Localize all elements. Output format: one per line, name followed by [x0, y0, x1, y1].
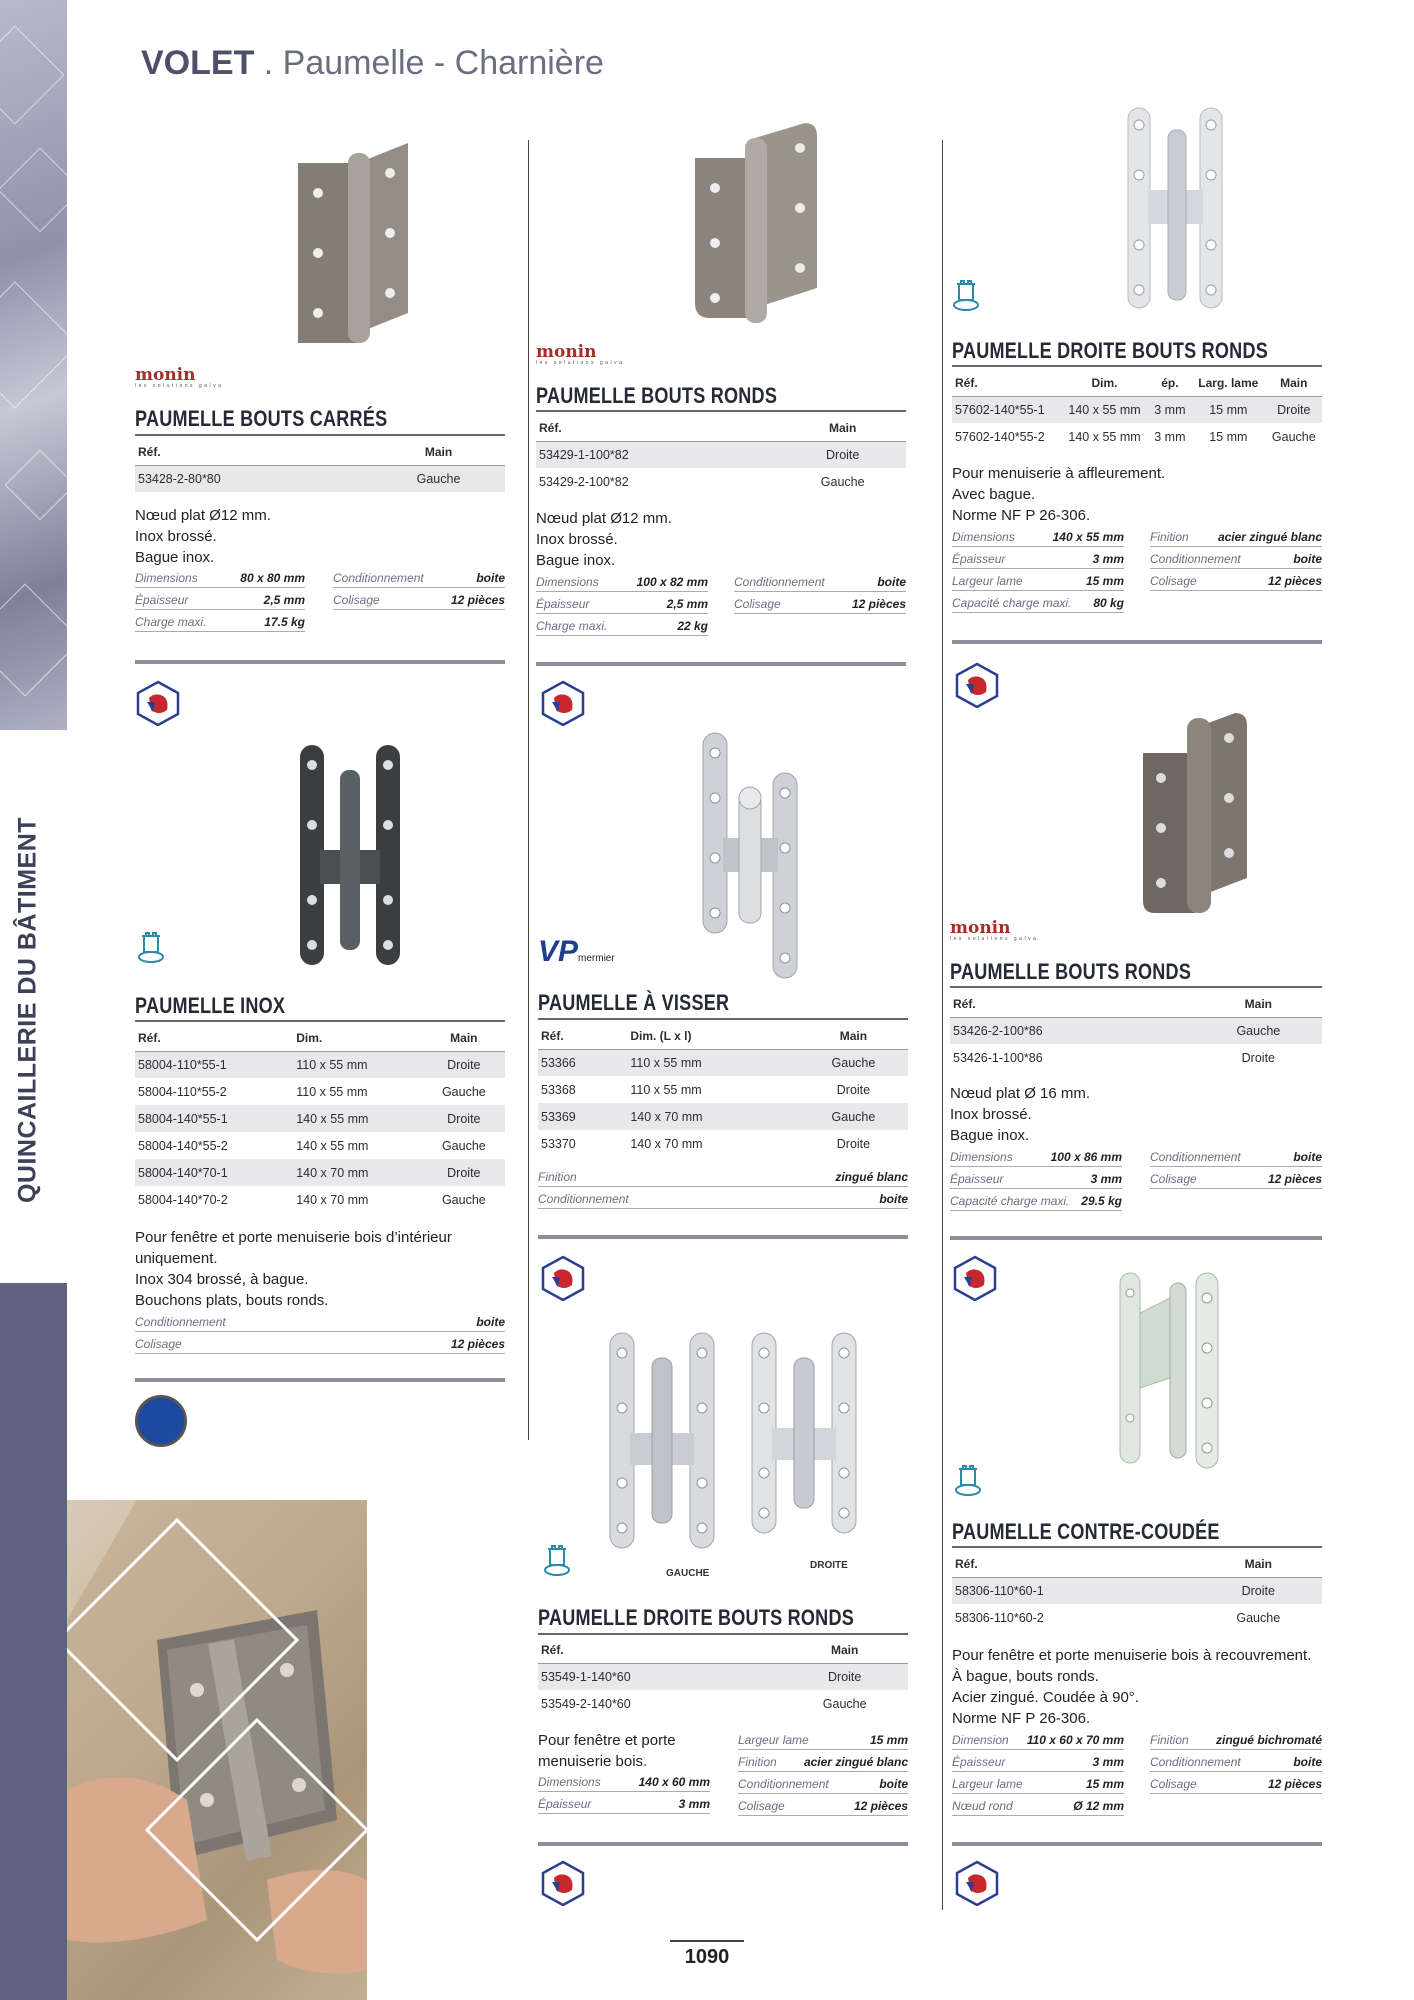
brand-logo-vp-mermier: VPmermier: [538, 935, 615, 968]
made-in-france-icon: [540, 680, 586, 726]
column-divider: [528, 140, 529, 1440]
caption-left: GAUCHE: [666, 1568, 710, 1579]
product-image-hinge-offset: [1100, 1265, 1240, 1480]
title-rule: [952, 1546, 1322, 1548]
product-title: PAUMELLE DROITE BOUTS RONDS: [952, 338, 1269, 363]
product-description: Nœud plat Ø12 mm. Inox brossé. Bague inox.: [135, 507, 271, 566]
spec-list: Finition zingué bichromaté Conditionnement boite Colisage 12 pièces: [1150, 1728, 1322, 1794]
brand-logo-tower-icon: [952, 280, 980, 312]
section-rule: [536, 662, 906, 666]
product-description: Nœud plat Ø12 mm. Inox brossé. Bague inox.: [536, 510, 672, 569]
caption-right: DROITE: [810, 1560, 848, 1571]
brand-logo-tower-icon: [137, 932, 165, 964]
made-in-france-icon: [954, 662, 1000, 708]
product-image-hinge-h-zinc: [1110, 100, 1240, 320]
spec-list: Conditionnement boite Colisage 12 pièces: [135, 1310, 505, 1354]
made-in-france-icon: [952, 1255, 998, 1301]
made-in-france-icon: [954, 1860, 1000, 1906]
spec-list: Finition zingué blanc Conditionnement boite: [538, 1165, 908, 1209]
product-table: Réf. Main 53429-1-100*82 Droite 53429-2-100*82 Gauche: [536, 416, 906, 495]
product-title: PAUMELLE DROITE BOUTS RONDS: [538, 1605, 855, 1630]
spec-list: Conditionnement boite Colisage 12 pièces: [333, 566, 505, 610]
title-rule: [536, 410, 906, 412]
product-image-hinge-round-large: [1130, 700, 1260, 920]
brand-logo-tower-icon: [954, 1465, 982, 1497]
spec-list: Finition acier zingué blanc Conditionnement boite Colisage 12 pièces: [1150, 525, 1322, 591]
product-image-hinge-round: [680, 115, 830, 335]
spec-list: Dimension 110 x 60 x 70 mm Épaisseur 3 mm Largeur lame 15 mm Nœud rond Ø 12 mm: [952, 1728, 1124, 1816]
section-rule: [538, 1842, 908, 1846]
product-title: PAUMELLE BOUTS RONDS: [536, 383, 778, 408]
spec-list: Dimensions 80 x 80 mm Épaisseur 2,5 mm Charge maxi. 17.5 kg: [135, 566, 305, 632]
section-rule: [135, 1378, 505, 1382]
made-in-france-icon: [540, 1255, 586, 1301]
spec-list: Dimensions 140 x 60 mm Épaisseur 3 mm: [538, 1770, 710, 1814]
product-table: Réf. Main 53549-1-140*60 Droite 53549-2-140*60 Gauche: [538, 1638, 908, 1717]
product-table: Réf. Main 53428-2-80*80 Gauche: [135, 440, 505, 492]
brand-logo-monin: monin les solutions galva: [950, 918, 1039, 942]
section-rule: [538, 1235, 908, 1239]
product-table: Réf. Main 58306-110*60-1 Droite 58306-110*60-2 Gauche: [952, 1552, 1322, 1631]
brand-logo-monin: monin les solutions galva: [135, 365, 224, 389]
product-image-hinge-pair: [600, 1320, 870, 1565]
product-title: PAUMELLE CONTRE-COUDÉE: [952, 1519, 1220, 1544]
section-rule: [952, 640, 1322, 644]
product-table: Réf. Dim. (L x l) Main 53366 110 x 55 mm Gauche 53368 110 x 55 mm Droite 53369 140 x 70 mm Gauche 53370 140 x 70 mm Droite: [538, 1024, 908, 1157]
spec-list: Dimensions 140 x 55 mm Épaisseur 3 mm Largeur lame 15 mm Capacité charge maxi. 80 kg: [952, 525, 1124, 613]
section-rule: [952, 1842, 1322, 1846]
product-table: Réf. Dim. ép. Larg. lame Main 57602-140*55-1 140 x 55 mm 3 mm 15 mm Droite 57602-140*55-2 140 x 55 mm 3 mm 15 mm Gauche: [952, 371, 1322, 450]
spec-list: Dimensions 100 x 86 mm Épaisseur 3 mm Capacité charge maxi. 29.5 kg: [950, 1145, 1122, 1211]
product-title: PAUMELLE INOX: [135, 993, 286, 1018]
product-description: Pour fenêtre et porte menuiserie bois.: [538, 1732, 676, 1770]
title-rule: [135, 434, 505, 436]
title-rule: [950, 986, 1322, 988]
title-rule: [952, 365, 1322, 367]
made-in-france-icon: [135, 680, 181, 726]
product-image-hinge-screw: [690, 725, 810, 985]
product-image-hinge-inox: [280, 740, 420, 970]
section-rule: [135, 660, 505, 664]
product-title: PAUMELLE À VISSER: [538, 990, 730, 1015]
spec-list: Largeur lame 15 mm Finition acier zingué blanc Conditionnement boite Colisage 12 pièces: [738, 1728, 908, 1816]
product-table: Réf. Dim. Main 58004-110*55-1 110 x 55 mm Droite 58004-110*55-2 110 x 55 mm Gauche 58004-140*55-1 140 x 55 mm Droite 58004-140*55-2 140 x 55 mm Gauche 58004-140*70-1 140 x 70 mm Droite 58004-140*70-2 140 x 70 mm Gauche: [135, 1026, 505, 1213]
product-description: Nœud plat Ø 16 mm. Inox brossé. Bague inox.: [950, 1085, 1091, 1144]
product-description: Pour menuiserie à affleurement. Avec bague. Norme NF P 26-306.: [952, 465, 1166, 524]
title-rule: [135, 1020, 505, 1022]
product-description: Pour fenêtre et porte menuiserie bois à recouvrement. À bague, bouts ronds. Acier zingué. Coudée à 90°. Norme NF P 26-306.: [952, 1647, 1312, 1727]
title-rule: [538, 1018, 908, 1020]
product-description: Pour fenêtre et porte menuiserie bois d’intérieur uniquement. Inox 304 brossé, à bague. Bouchons plats, bouts ronds.: [135, 1229, 452, 1309]
product-image-hinge-square: [270, 130, 430, 355]
section-rule: [950, 1236, 1322, 1240]
eu-made-icon: [135, 1395, 187, 1447]
sidebar-block: [0, 1283, 67, 2000]
column-divider: [942, 140, 943, 1910]
installation-photo: [67, 1500, 367, 2000]
page-number: 1090: [670, 1940, 744, 1969]
product-title: PAUMELLE BOUTS CARRÉS: [135, 406, 388, 431]
brand-logo-monin: monin les solutions galva: [536, 342, 625, 366]
spec-list: Conditionnement boite Colisage 12 pièces: [734, 570, 906, 614]
sidebar-decoration: [0, 0, 67, 730]
spec-list: Conditionnement boite Colisage 12 pièces: [1150, 1145, 1322, 1189]
spec-list: Dimensions 100 x 82 mm Épaisseur 2,5 mm Charge maxi. 22 kg: [536, 570, 708, 636]
product-table: Réf. Main 53426-2-100*86 Gauche 53426-1-100*86 Droite: [950, 992, 1322, 1071]
brand-logo-tower-icon: [543, 1545, 571, 1577]
page-title: VOLET . Paumelle - Charnière: [141, 44, 604, 82]
made-in-france-icon: [540, 1860, 586, 1906]
title-rule: [538, 1633, 908, 1635]
product-title: PAUMELLE BOUTS RONDS: [950, 959, 1192, 984]
